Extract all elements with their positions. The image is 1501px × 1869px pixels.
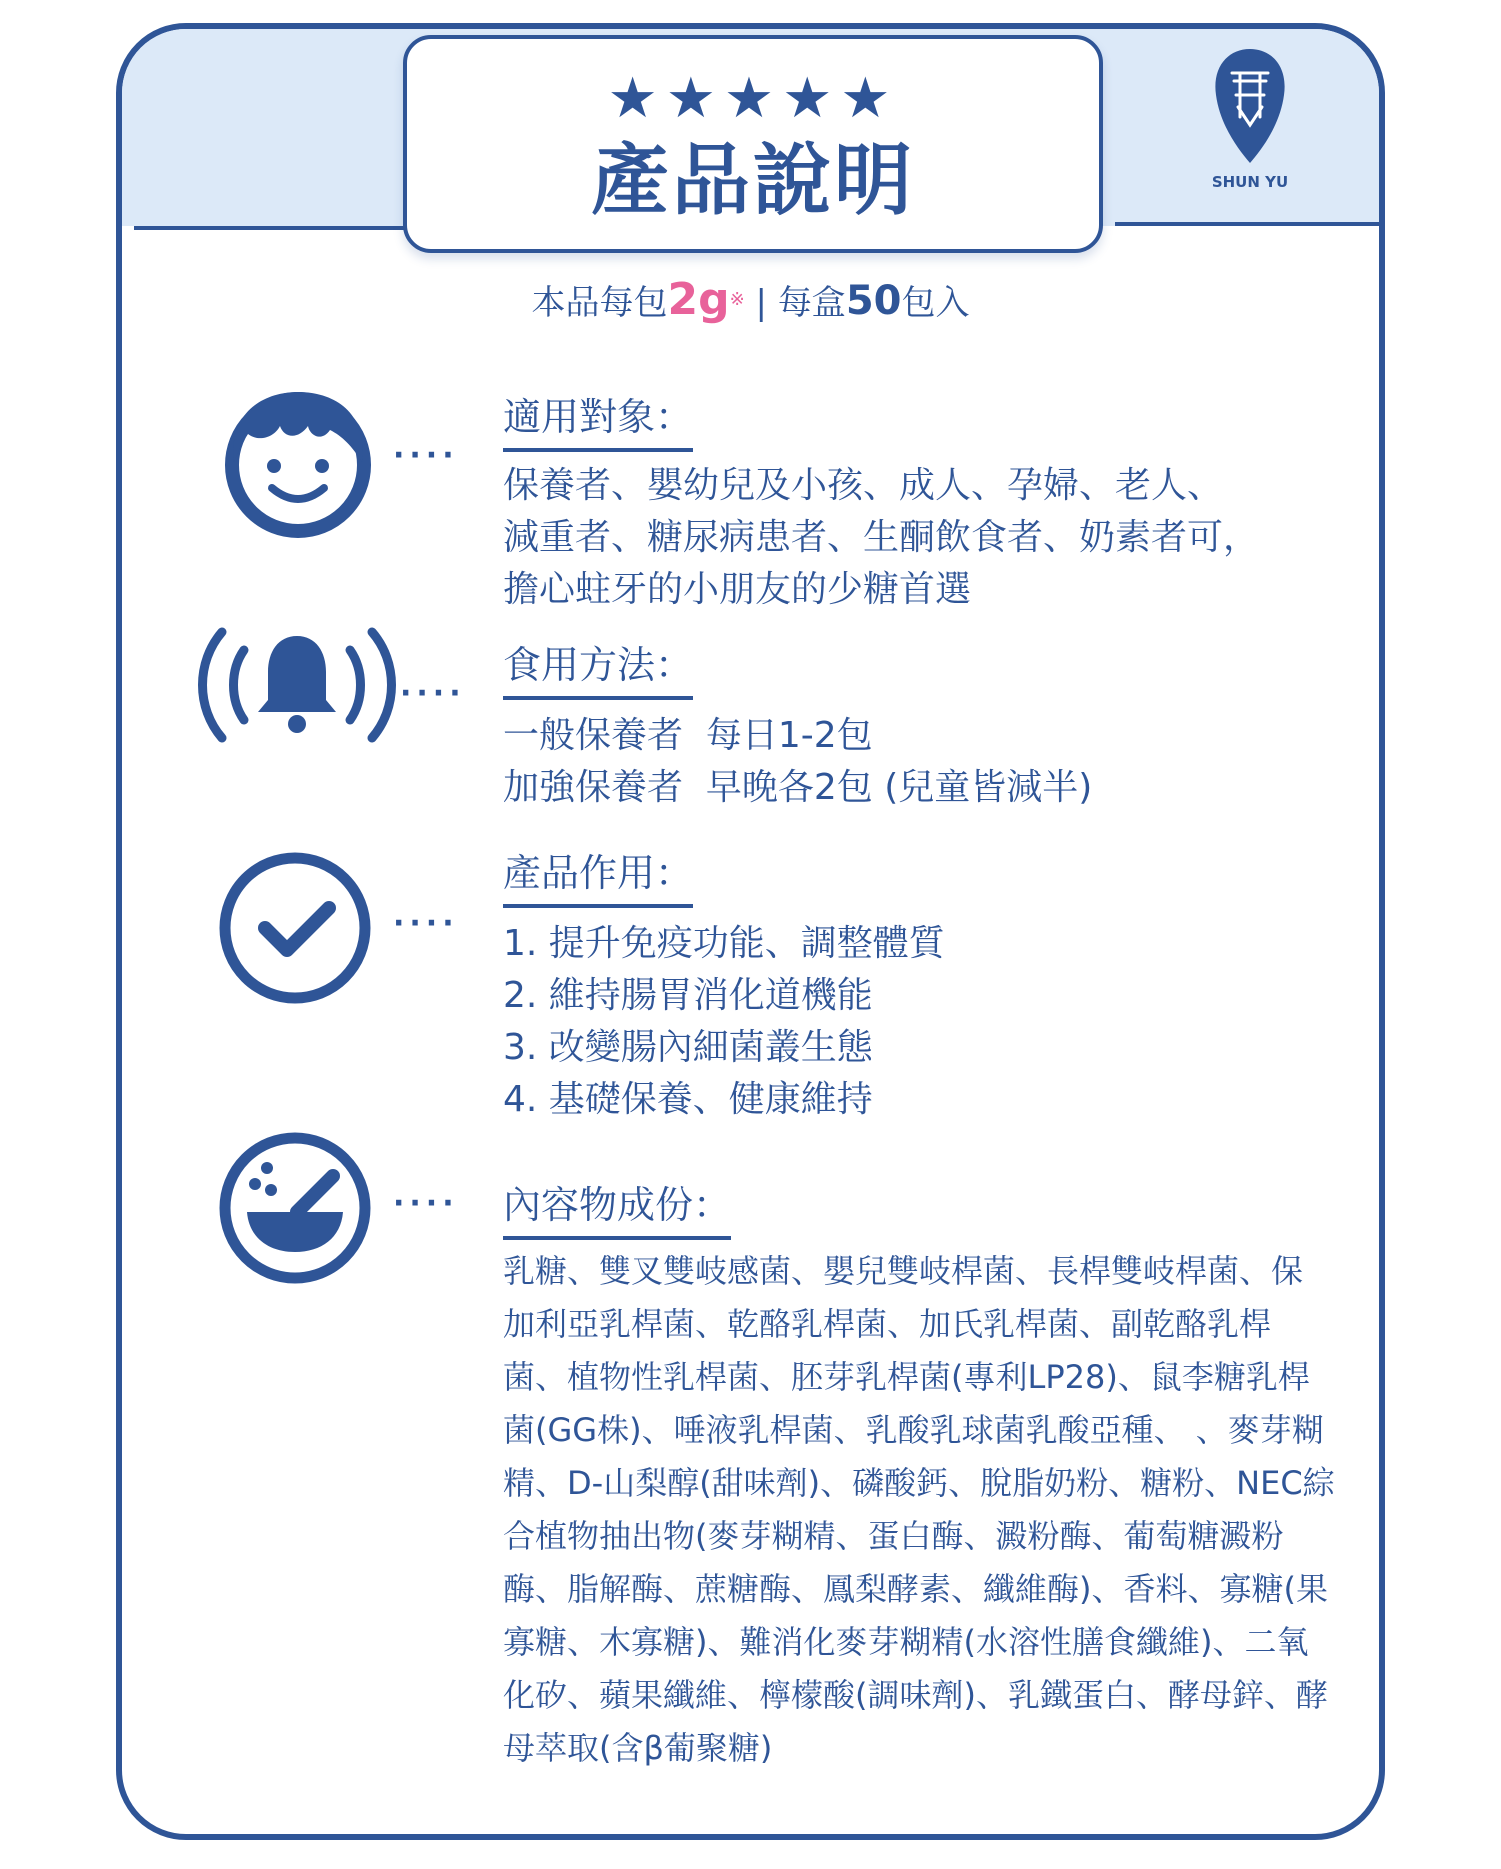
- rating-stars: ★★★★★: [607, 66, 899, 131]
- box-suffix: 包入: [901, 283, 970, 323]
- section-body-effects: 1. 提升免疫功能、調整體質 2. 維持腸胃消化道機能 3. 改變腸內細菌叢生態 4. 基礎保養、健康維持: [503, 923, 945, 1120]
- connector-dots: ····: [393, 906, 459, 941]
- package-note-mark: ※: [729, 289, 745, 310]
- check-circle-icon: [215, 848, 375, 1012]
- header-divider-right: [1115, 222, 1385, 226]
- section-body-usage: 一般保養者 每日1-2包 加強保養者 早晚各2包 (兒童皆減半): [503, 715, 1093, 808]
- brand-name: SHUN YU: [1211, 173, 1289, 191]
- section-title-target-users: 適用對象：: [503, 392, 693, 452]
- section-title-usage: 食用方法：: [503, 640, 693, 700]
- section-title-effects: 產品作用：: [503, 848, 693, 908]
- box-prefix: 每盒: [777, 283, 846, 323]
- package-weight: 2g: [667, 274, 730, 325]
- section-body-ingredients: 乳糖、雙叉雙岐感菌、嬰兒雙岐桿菌、長桿雙岐桿菌、保 加利亞乳桿菌、乾酪乳桿菌、加氏乳桿菌、副乾酪乳桿 菌、植物性乳桿菌、胚芽乳桿菌(專利LP28)、鼠李糖乳桿 菌(GG株)、唾液乳桿菌、乳酸乳球菌乳酸亞種、 、麥芽糊 精、D-山梨醇(甜味劑)、磷酸鈣、脫脂奶粉、糖粉、NEC綜 合植物抽出物(麥芽糊精、蛋白酶、澱粉酶、葡萄糖澱粉 酶、脂解酶、蔗糖酶、鳳梨酵素、纖維酶)、香料、寡糖(果 寡糖、木寡糖)、難消化麥芽糊精(水溶性膳食纖維)、二氧 化矽、蘋果纖維、檸檬酸(調味劑)、乳鐵蛋白、酵母鋅、酵 母萃取(含β葡聚糖): [503, 1252, 1335, 1767]
- connector-dots: ····: [393, 1186, 459, 1221]
- header-divider-left: [134, 226, 404, 230]
- mortar-pestle-icon: [215, 1128, 375, 1292]
- brand-logo: [1200, 45, 1300, 215]
- brand-leaf-icon: [1210, 45, 1290, 165]
- package-prefix: 本品每包: [531, 283, 668, 323]
- package-info: [0, 274, 1501, 325]
- connector-dots: ····: [400, 676, 466, 711]
- section-body-target-users: 保養者、嬰幼兒及小孩、成人、孕婦、老人、 減重者、糖尿病患者、生酮飲食者、奶素者可， 擔心蛀牙的小朋友的少糖首選: [503, 465, 1260, 610]
- package-separator: |: [755, 283, 767, 323]
- bell-alert-icon: [192, 620, 402, 754]
- smiley-face-icon: [218, 380, 378, 544]
- page-title: 產品說明: [590, 136, 915, 226]
- connector-dots: ····: [393, 438, 459, 473]
- section-title-ingredients: 內容物成份：: [503, 1180, 731, 1240]
- title-box: [403, 35, 1103, 253]
- box-count: 50: [845, 278, 902, 324]
